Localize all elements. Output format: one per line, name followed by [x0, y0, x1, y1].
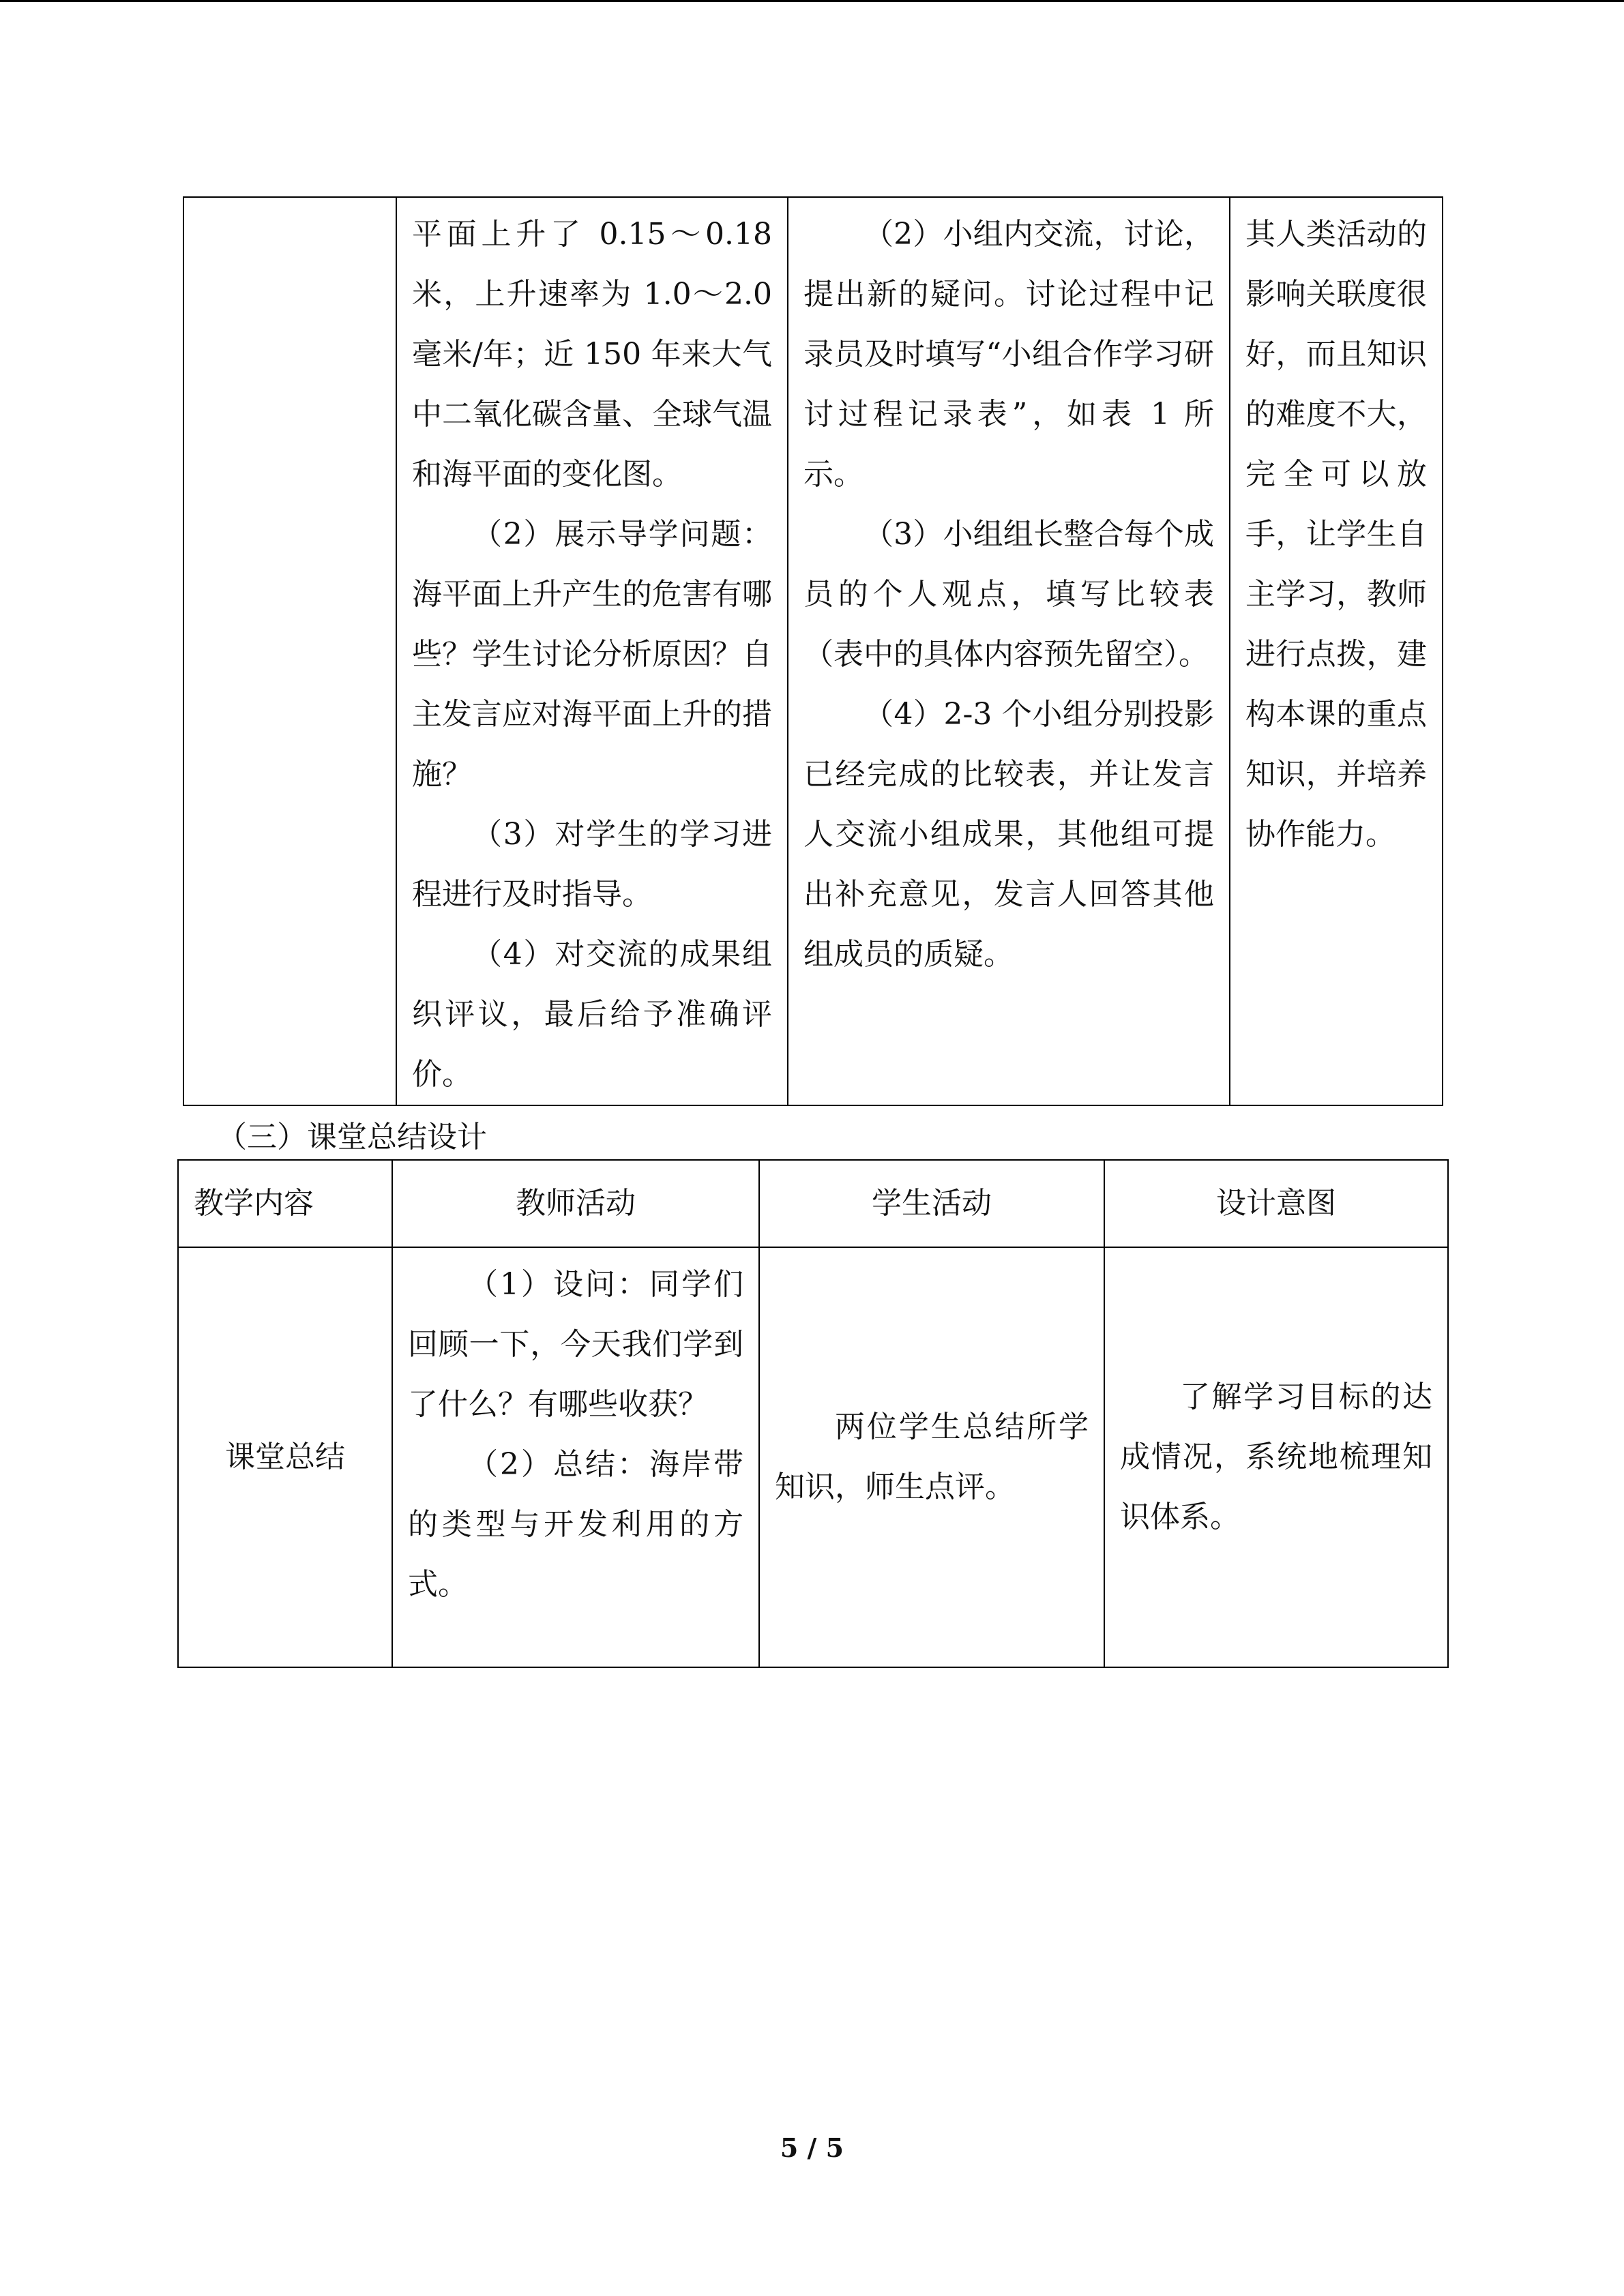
- student-paragraph-1: （2）小组内交流，讨论，提出新的疑问。讨论过程中记录员及时填写“小组合作学习研讨过程记录表”，如表 1 所示。: [803, 217, 1214, 492]
- table-row: [183, 197, 1443, 1105]
- summary-content-text: 课堂总结: [225, 1440, 345, 1474]
- student-paragraph-3: （4）2-3 个小组分别投影已经完成的比较表，并让发言人交流小组成果，其他组可提出补充意见，发言人回答其他组成员的质疑。: [803, 697, 1214, 972]
- teacher-paragraph-2: （2）展示导学问题：海平面上升产生的危害有哪些？学生讨论分析原因？自主发言应对海平面上升的措施？: [412, 517, 772, 792]
- teacher-paragraph-4: （4）对交流的成果组织评议，最后给予准确评价。: [412, 937, 772, 1092]
- summary-content-cell: [178, 1247, 392, 1667]
- student-paragraph-2: （3）小组组长整合每个成员的个人观点，填写比较表（表中的具体内容预先留空）。: [803, 517, 1214, 672]
- summary-teacher-paragraph-2: （2）总结：海岸带的类型与开发利用的方式。: [408, 1447, 743, 1602]
- student-activity-cell: [788, 197, 1230, 1105]
- page-number: 5 / 5: [780, 2132, 844, 2163]
- content-cell-empty: [183, 197, 396, 1105]
- summary-student-cell: [759, 1247, 1104, 1667]
- table-row: [178, 1247, 1448, 1667]
- teacher-activity-cell: [396, 197, 788, 1105]
- design-paragraph: 其人类活动的影响关联度很好，而且知识的难度不大，完全可以放手，让学生自主学习，教师进行点拨，建构本课的重点知识，并培养协作能力。: [1245, 217, 1427, 852]
- activity-table-continuation: [183, 196, 1443, 1106]
- header-content: 教学内容: [178, 1160, 392, 1247]
- teacher-paragraph-3: （3）对学生的学习进程进行及时指导。: [412, 817, 772, 912]
- teacher-paragraph-1: 平面上升了 0.15～0.18 米，上升速率为 1.0～2.0 毫米/年；近 150 年来大气中二氧化碳含量、全球气温和海平面的变化图。: [412, 217, 772, 492]
- summary-student-text: 两位学生总结所学知识，师生点评。: [775, 1410, 1089, 1504]
- section-title: （三）课堂总结设计: [217, 1120, 487, 1154]
- header-design-intent: 设计意图: [1104, 1160, 1448, 1247]
- summary-table: [177, 1159, 1449, 1668]
- design-intent-cell: [1230, 197, 1443, 1105]
- header-student-activity: 学生活动: [759, 1160, 1104, 1247]
- summary-design-text: 了解学习目标的达成情况，系统地梳理知识体系。: [1120, 1380, 1432, 1534]
- top-border-rule: [0, 0, 1624, 2]
- summary-design-cell: [1104, 1247, 1448, 1667]
- table-header-row: [178, 1160, 1448, 1247]
- summary-teacher-cell: [392, 1247, 759, 1667]
- summary-teacher-paragraph-1: （1）设问：同学们回顾一下，今天我们学到了什么？有哪些收获？: [408, 1267, 743, 1422]
- header-teacher-activity: 教师活动: [392, 1160, 759, 1247]
